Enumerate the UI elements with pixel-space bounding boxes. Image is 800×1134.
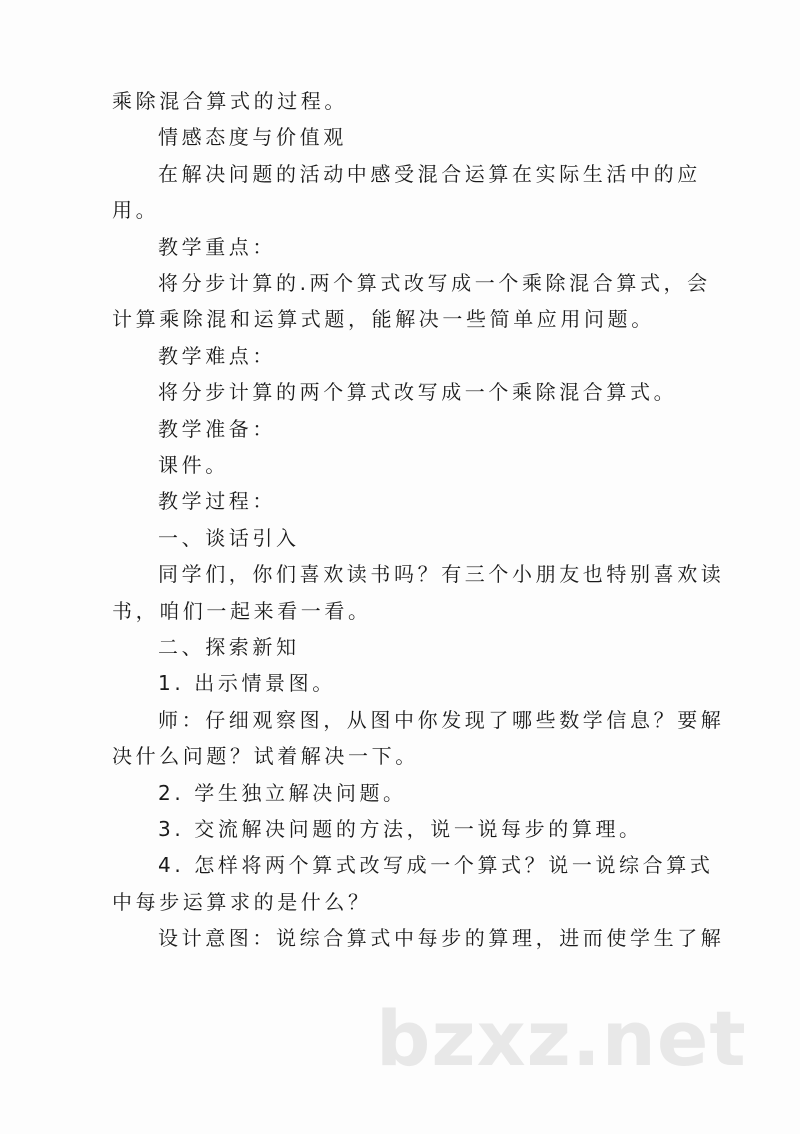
text-line: 将分步计算的.两个算式改写成一个乘除混合算式，会 [158, 271, 711, 295]
text-line: 中每步运算求的是什么？ [112, 889, 372, 914]
text-line: 教学重点： [158, 234, 276, 259]
text-line: 4. 怎样将两个算式改写成一个算式？说一说综合算式 [158, 853, 714, 878]
text-line: 将分步计算的两个算式改写成一个乘除混合算式。 [158, 380, 678, 405]
text-line: 同学们，你们喜欢读书吗？有三个小朋友也特别喜欢读 [158, 562, 725, 587]
text-line: 决什么问题？试着解决一下。 [112, 744, 419, 769]
text-line: 教学过程： [158, 489, 276, 514]
text-line: 一、谈话引入 [158, 525, 300, 550]
text-line: 在解决问题的活动中感受混合运算在实际生活中的应 [158, 161, 701, 186]
text-line: 情感态度与价值观 [158, 125, 347, 150]
text-line: 设计意图：说综合算式中每步的算理，进而使学生了解 [158, 926, 725, 951]
text-line: 师：仔细观察图，从图中你发现了哪些数学信息？要解 [158, 707, 725, 732]
text-line: 乘除混合算式的过程。 [112, 89, 348, 113]
text-line: 教学准备： [158, 416, 276, 441]
text-line: 2. 学生独立解决问题。 [158, 780, 407, 805]
text-line: 二、探索新知 [158, 635, 300, 659]
text-line: 用。 [112, 198, 160, 223]
text-line: 课件。 [158, 453, 229, 477]
watermark: bzxz.net [376, 994, 747, 1083]
text-line: 教学难点： [158, 343, 276, 368]
text-line: 计算乘除混和运算式题，能解决一些简单应用问题。 [112, 307, 655, 332]
text-line: 3. 交流解决问题的方法，说一说每步的算理。 [158, 817, 643, 841]
text-line: 书，咱们一起来看一看。 [112, 598, 372, 623]
text-line: 1. 出示情景图。 [158, 671, 336, 696]
